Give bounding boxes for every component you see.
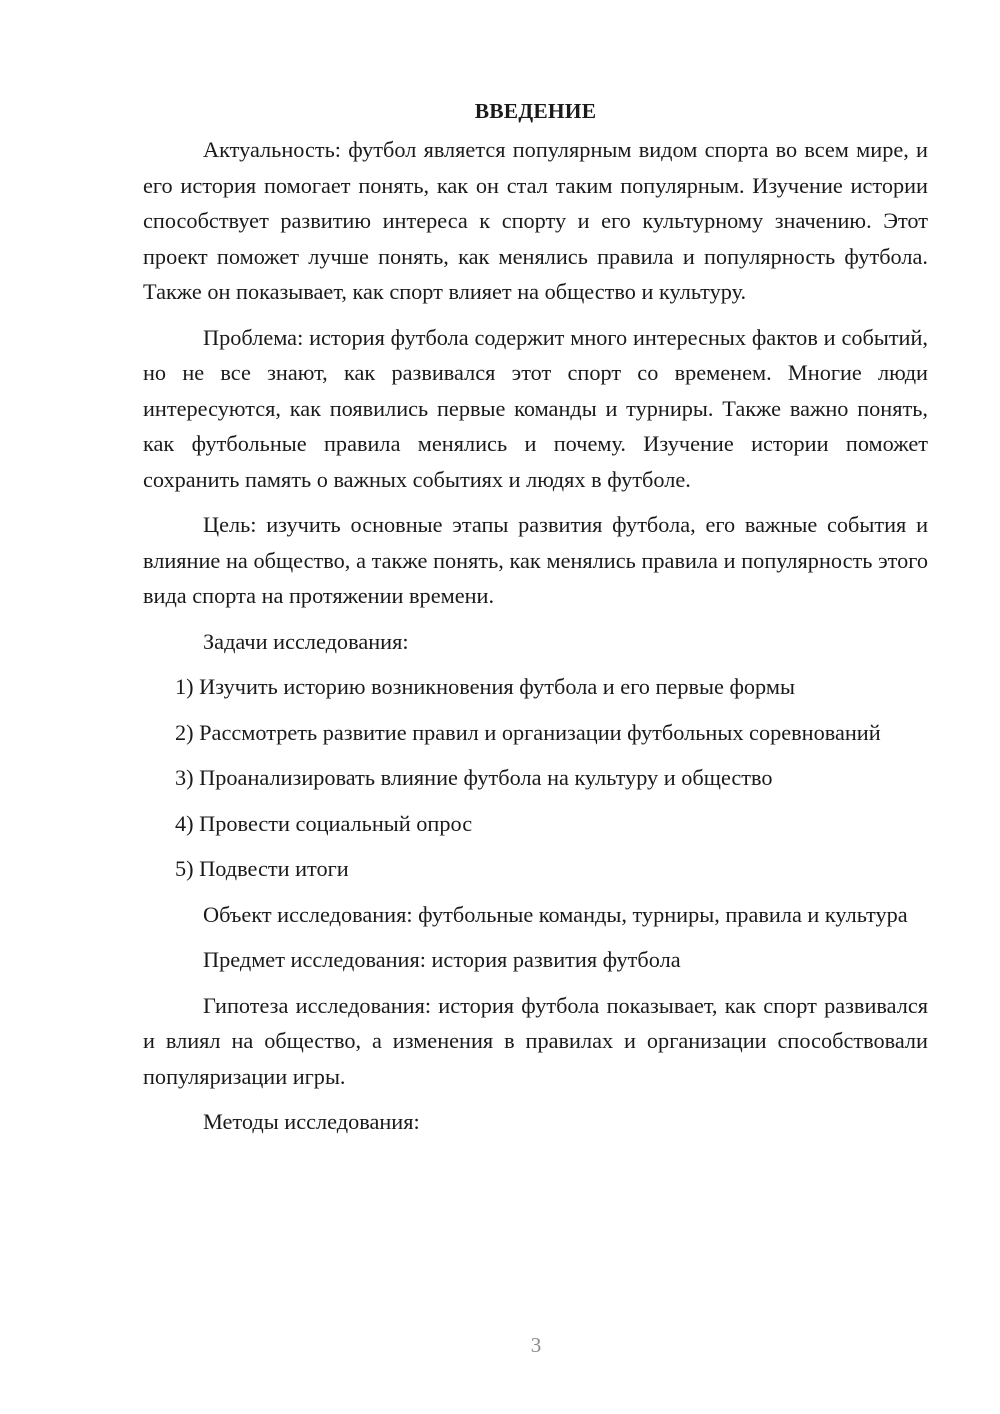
page-content [143, 96, 928, 1150]
task-item-3: 3) Проанализировать влияние футбола на культуру и общество [175, 765, 773, 790]
task-item-2: 2) Рассмотреть развитие правил и организации футбольных соревнований [175, 719, 881, 745]
paragraph-goal: Цель: изучить основные этапы развития футбола, его важные события и влияние на общество, а также понять, как менялись правила и популярность этого вида спорта на протяжении времени. [143, 512, 928, 608]
paragraph-object: Объект исследования: футбольные команды, турниры, правила и культура [203, 901, 908, 927]
task-item-1: 1) Изучить историю возникновения футбола и его первые формы [175, 674, 795, 699]
task-item-4: 4) Провести социальный опрос [175, 810, 473, 836]
paragraph-problem: Проблема: история футбола содержит много интересных фактов и событий, но не все знают, как развивался этот спорт со временем. Многие люди интересуются, как появились первые команды и турниры. Также важно понять, как футбольные правила менялись и почему. Изучение истории поможет сохранить память о важных событиях и людях в футболе. [143, 324, 928, 492]
paragraph-relevance: Актуальность: футбол является популярным видом спорта во всем мире, и его история помогает понять, как он стал таким популярным. Изучение истории способствует развитию интереса к спорту и его культурному значению. Этот проект поможет лучше понять, как менялись правила и популярность футбола. Также он показывает, как спорт влияет на общество и культуру. [143, 137, 928, 304]
tasks-title: Задачи исследования: [203, 628, 409, 654]
section-heading: ВВЕДЕНИЕ [474, 99, 597, 123]
paragraph-subject: Предмет исследования: история развития футбола [203, 947, 681, 972]
paragraph-hypothesis: Гипотеза исследования: история футбола показывает, как спорт развивался и влиял на общество, а изменения в правилах и организации способствовали популяризации игры. [143, 992, 928, 1089]
task-item-5: 5) Подвести итоги [175, 856, 349, 881]
methods-title: Методы исследования: [203, 1109, 420, 1134]
page-number: 3 [530, 1333, 542, 1357]
